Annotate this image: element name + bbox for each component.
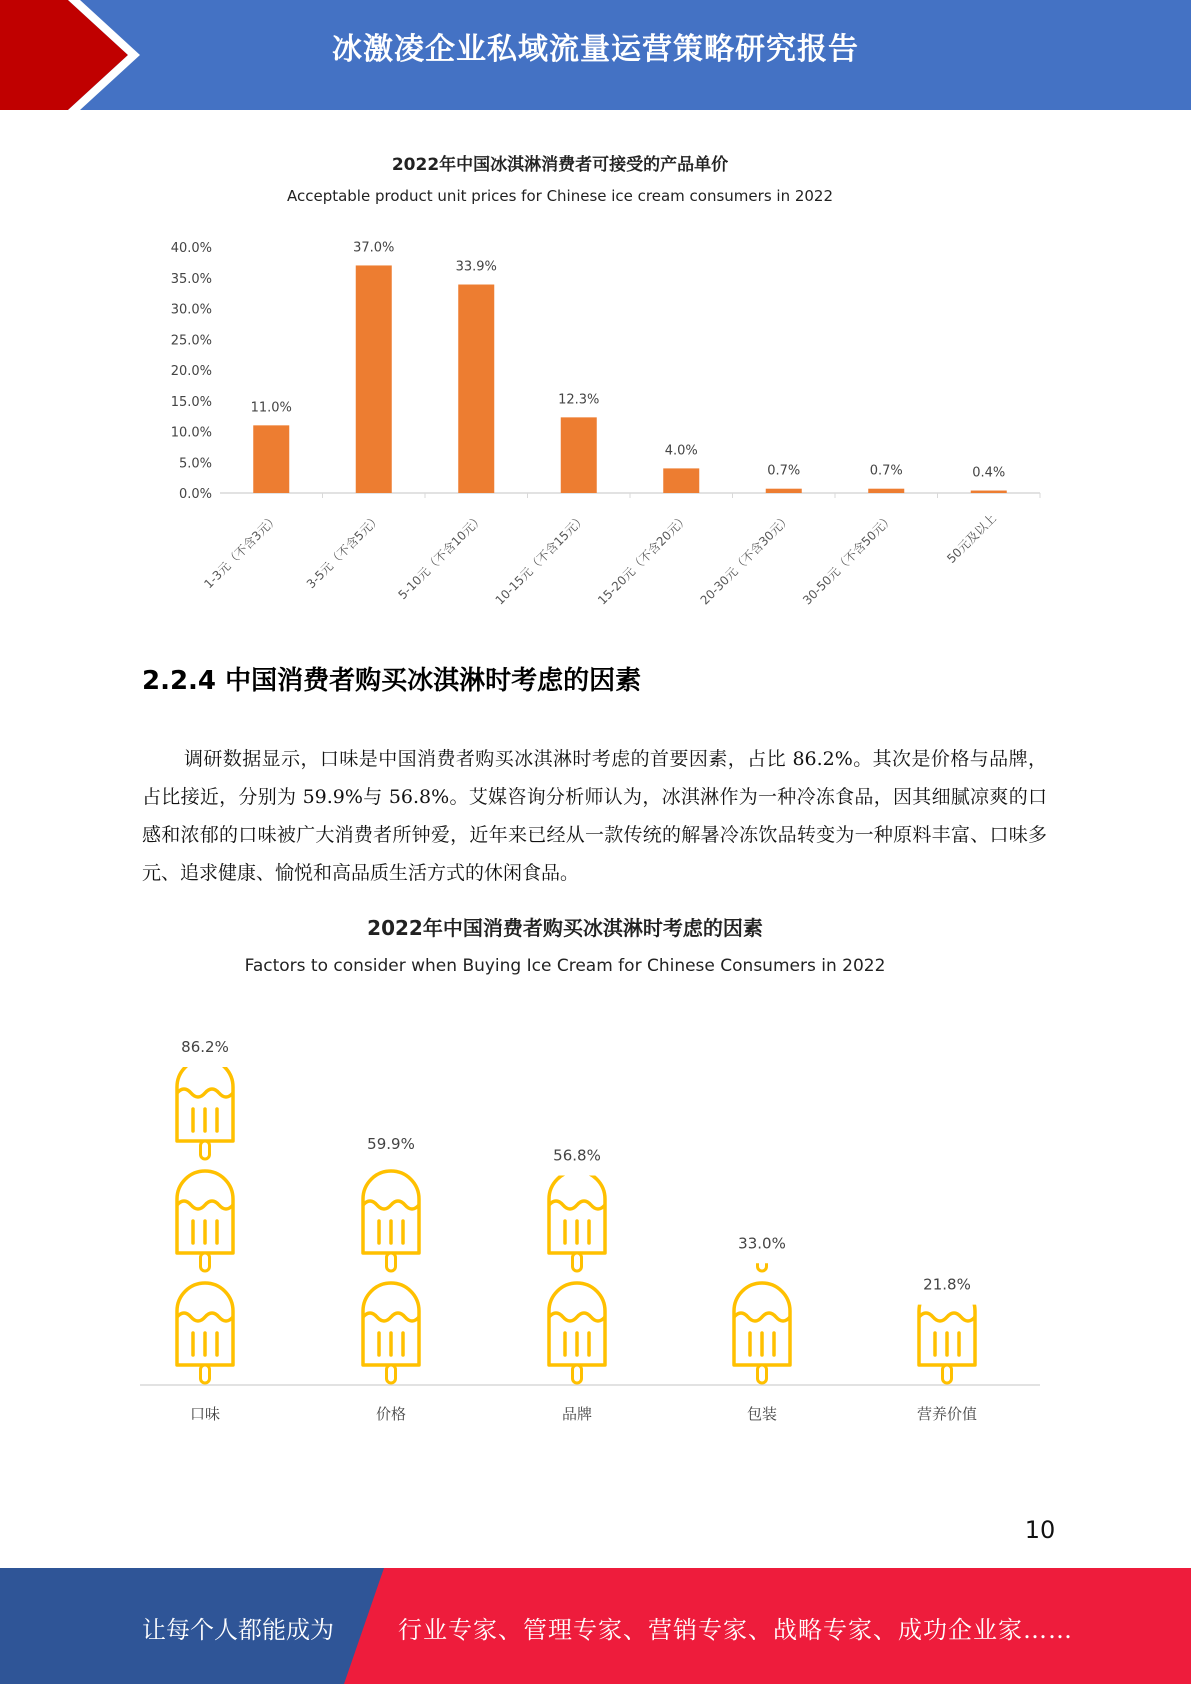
data-label: 56.8% <box>553 1146 601 1165</box>
chart-subtitle: Factors to consider when Buying Ice Cream for Chinese Consumers in 2022 <box>244 956 886 976</box>
bar <box>766 489 802 493</box>
pictograph-column <box>734 1171 790 1383</box>
purchase-factors-chart <box>130 905 1050 1445</box>
data-label: 4.0% <box>664 443 698 459</box>
y-tick-label: 5.0% <box>178 456 212 472</box>
data-label: 86.2% <box>181 1038 229 1056</box>
ice-cream-bar-icon <box>177 1283 233 1383</box>
bar <box>458 285 494 493</box>
chart-title: 2022年中国消费者购买冰淇淋时考虑的因素 <box>367 916 763 940</box>
x-tick-label: 1-3元（不含3元） <box>201 511 282 592</box>
report-title: 冰激凌企业私域流量运营策略研究报告 <box>332 32 859 67</box>
data-label: 37.0% <box>353 240 395 256</box>
section-heading: 2.2.4 中国消费者购买冰淇淋时考虑的因素 <box>142 666 642 696</box>
data-label: 0.7% <box>869 463 903 479</box>
bar <box>356 265 392 493</box>
y-tick-label: 20.0% <box>170 364 212 379</box>
y-tick-label: 15.0% <box>170 394 212 410</box>
x-tick-label: 5-10元（不含10元） <box>395 511 487 603</box>
unit-price-bar-chart <box>150 145 1050 625</box>
ice-cream-bar-icon <box>363 1171 419 1271</box>
section-paragraph: 调研数据显示，口味是中国消费者购买冰淇淋时考虑的首要因素，占比 86.2%。其次是价格与品牌，占比接近，分别为 59.9%与 56.8%。艾媒咨询分析师认为，冰淇淋作为一种冷冻食品，因其细腻凉爽的口感和浓郁的口味被广大消费者所钟爱，近年来已经从一款传统的解暑冷冻饮品转变为一种原料丰富、口味多元、追求健康、愉悦和高品质生活方式的休闲食品。 <box>142 748 1047 884</box>
category-label: 口味 <box>189 1405 221 1423</box>
data-label: 0.7% <box>767 463 801 479</box>
footer-slogan-left: 让每个人都能成为 <box>142 1616 334 1644</box>
y-tick-label: 40.0% <box>170 241 212 256</box>
data-label: 12.3% <box>558 392 600 408</box>
chart-title: 2022年中国冰淇淋消费者可接受的产品单价 <box>391 155 729 175</box>
x-tick-label: 30-50元（不含50元） <box>800 511 897 608</box>
y-tick-label: 10.0% <box>170 425 212 441</box>
ice-cream-bar-icon <box>549 1171 605 1271</box>
pictograph-column <box>177 1059 233 1383</box>
y-tick-label: 35.0% <box>170 271 212 287</box>
bar <box>663 468 699 493</box>
pictograph-column <box>549 1171 605 1383</box>
pictograph-column <box>919 1283 975 1383</box>
data-label: 0.4% <box>972 465 1006 481</box>
category-label: 包装 <box>746 1405 778 1423</box>
x-tick-label: 15-20元（不含20元） <box>595 511 692 608</box>
y-tick-label: 0.0% <box>178 487 212 502</box>
y-tick-label: 30.0% <box>170 302 212 318</box>
bar <box>253 425 289 493</box>
x-tick-label: 20-30元（不含30元） <box>697 511 794 608</box>
data-label: 11.0% <box>250 400 292 416</box>
x-tick-label: 10-15元（不含15元） <box>492 511 589 608</box>
x-tick-label: 50元及以上 <box>944 511 999 566</box>
category-label: 品牌 <box>561 1405 593 1423</box>
x-tick-label: 3-5元（不含5元） <box>303 511 384 592</box>
footer-slogan-right: 行业专家、管理专家、营销专家、战略专家、成功企业家…… <box>398 1616 1073 1644</box>
data-label: 21.8% <box>923 1275 971 1294</box>
ice-cream-bar-icon <box>549 1283 605 1383</box>
data-label: 59.9% <box>367 1135 415 1154</box>
ice-cream-bar-icon <box>363 1283 419 1383</box>
page-number: 10 <box>1024 1516 1056 1544</box>
chart-subtitle: Acceptable product unit prices for Chinese ice cream consumers in 2022 <box>286 187 834 205</box>
pictograph-column <box>363 1171 419 1383</box>
data-label: 33.9% <box>455 259 497 275</box>
page-header <box>0 0 1191 110</box>
y-tick-label: 25.0% <box>170 333 212 349</box>
ice-cream-bar-icon <box>177 1171 233 1271</box>
category-label: 价格 <box>375 1405 407 1423</box>
data-label: 33.0% <box>738 1234 786 1253</box>
ice-cream-bar-icon <box>919 1283 975 1383</box>
bar <box>971 491 1007 493</box>
ice-cream-bar-icon <box>734 1283 790 1383</box>
ice-cream-bar-icon <box>177 1059 233 1159</box>
bar <box>561 417 597 493</box>
bar <box>868 489 904 493</box>
category-label: 营养价值 <box>916 1405 978 1423</box>
ice-cream-bar-icon <box>734 1171 790 1271</box>
